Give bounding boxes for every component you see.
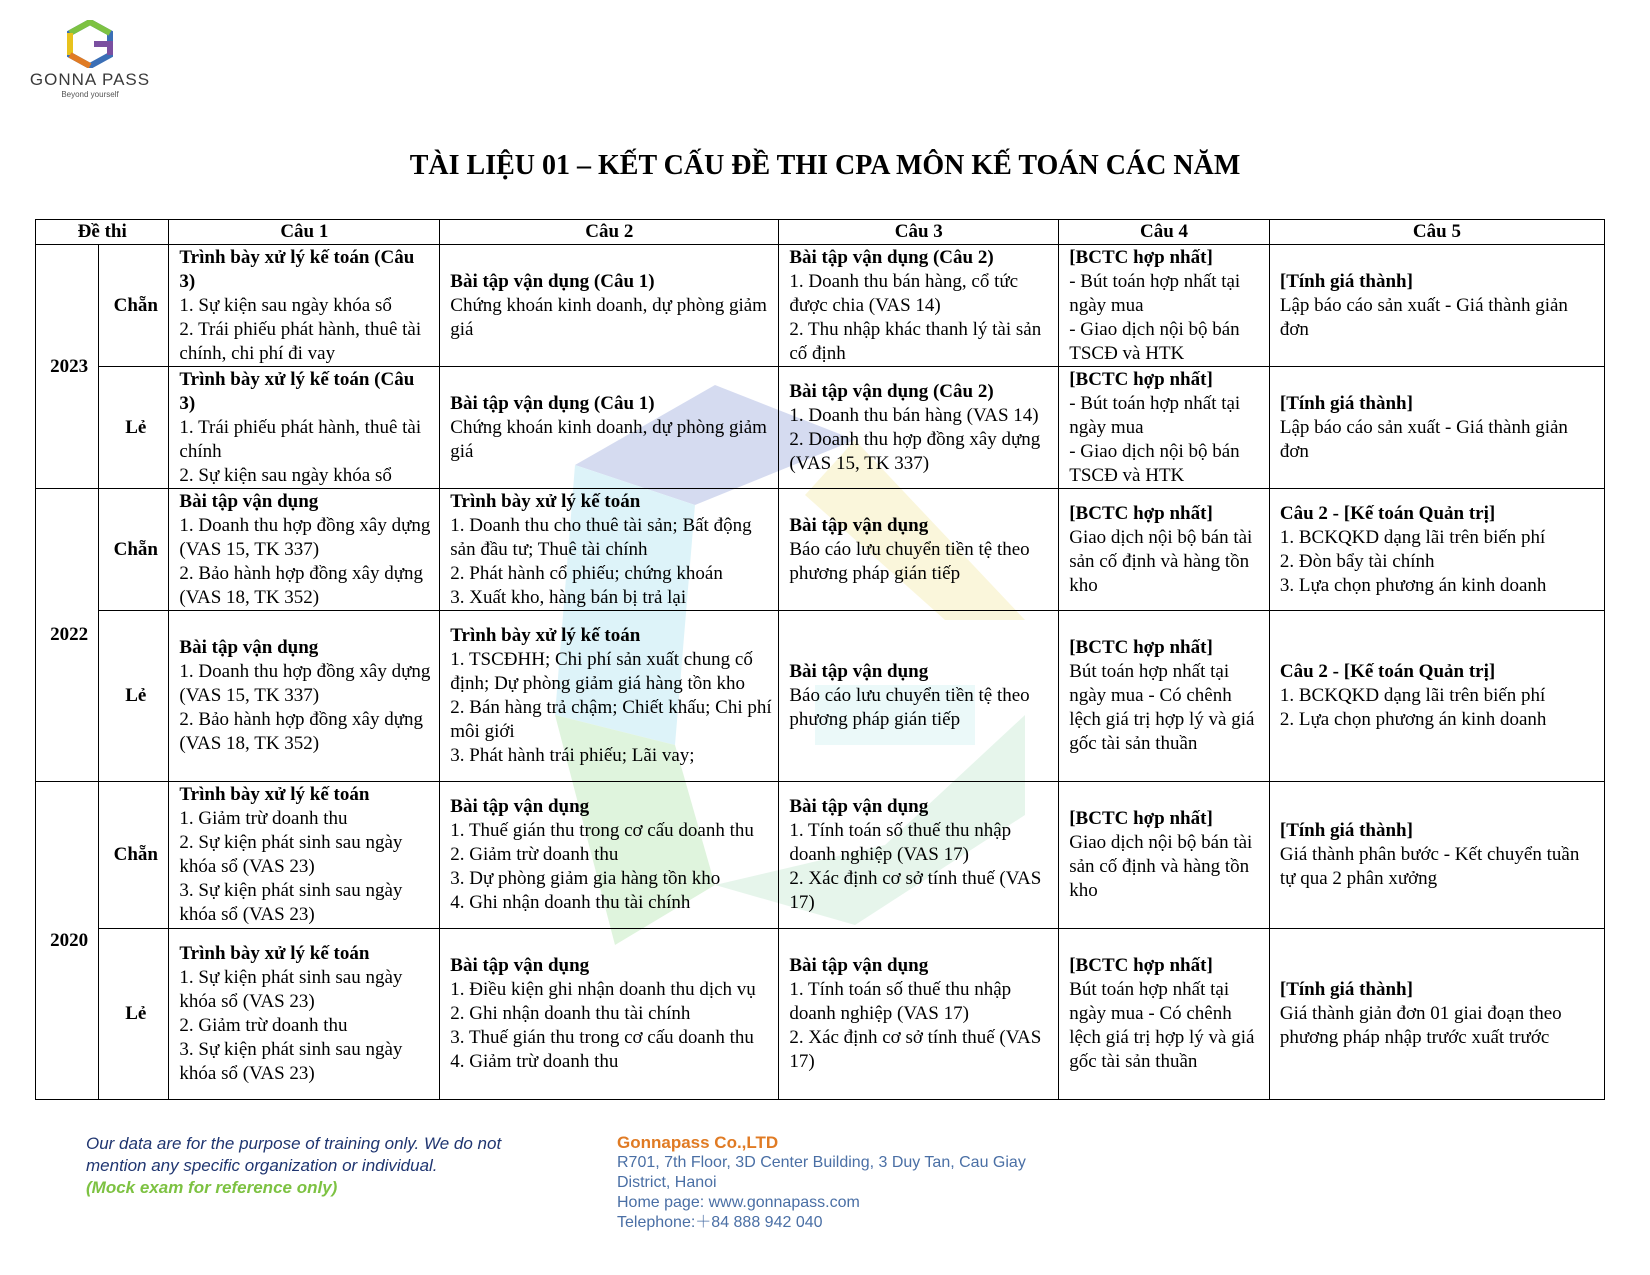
cell-title: [Tính giá thành] bbox=[1279, 820, 1413, 841]
table-cell bbox=[1059, 611, 1270, 782]
cell-line: 2. Giảm trừ doanh thu bbox=[179, 1015, 348, 1036]
table-cell bbox=[1059, 782, 1270, 929]
table-cell bbox=[440, 782, 779, 929]
exam-structure-table bbox=[35, 219, 1605, 1100]
cell-line: 1. Trái phiếu phát hành, thuê tài chính bbox=[179, 416, 422, 462]
cell-line: 2. Phát hành cổ phiếu; chứng khoán bbox=[450, 562, 723, 584]
cell-title: [BCTC hợp nhất] bbox=[1069, 808, 1213, 829]
table-cell bbox=[1269, 489, 1604, 611]
parity-cell: Chẵn bbox=[99, 245, 169, 367]
table-header-row bbox=[36, 220, 1605, 245]
cell-line: 2. Đòn bẩy tài chính bbox=[1279, 550, 1435, 572]
cell-title: [BCTC hợp nhất] bbox=[1069, 637, 1213, 658]
cell-line: 2. Lựa chọn phương án kinh doanh bbox=[1279, 709, 1547, 730]
cell-line: 4. Ghi nhận doanh thu tài chính bbox=[450, 892, 691, 913]
cell-line: 1. Doanh thu bán hàng, cổ tức được chia (VAS 14) bbox=[789, 270, 1019, 316]
cell-title: Bài tập vận dụng bbox=[450, 955, 590, 976]
parity-cell: Lẻ bbox=[99, 929, 169, 1100]
cell-line: 1. TSCĐHH; Chi phí sản xuất chung cố định; Dự phòng giảm giá hàng tồn kho bbox=[450, 649, 753, 694]
table-cell bbox=[779, 929, 1059, 1100]
table-cell bbox=[779, 367, 1059, 489]
parity-cell: Lẻ bbox=[99, 367, 169, 489]
company-logo bbox=[20, 20, 160, 100]
cell-line: 1. Doanh thu bán hàng (VAS 14) bbox=[789, 404, 1039, 426]
cell-line: 2. Thu nhập khác thanh lý tài sản cố định bbox=[789, 318, 1042, 364]
cell-title: [BCTC hợp nhất] bbox=[1069, 368, 1213, 390]
cell-title: Trình bày xử lý kế toán (Câu 3) bbox=[179, 368, 415, 414]
cell-line: 3. Sự kiện phát sinh sau ngày khóa sổ (VAS 23) bbox=[179, 1039, 403, 1084]
parity-cell: Chẵn bbox=[99, 782, 169, 929]
cell-line: 3. Xuất kho, hàng bán bị trả lại bbox=[450, 586, 687, 608]
cell-line: 2. Sự kiện phát sinh sau ngày khóa sổ (VAS 23) bbox=[179, 832, 403, 877]
company-homepage[interactable]: Home page: www.gonnapass.com bbox=[617, 1194, 860, 1211]
table-cell bbox=[440, 611, 779, 782]
cell-line: 4. Giảm trừ doanh thu bbox=[450, 1051, 619, 1072]
cell-title: [Tính giá thành] bbox=[1279, 979, 1413, 1000]
table-cell bbox=[169, 929, 440, 1100]
table-row bbox=[36, 929, 1605, 1100]
table-cell bbox=[779, 611, 1059, 782]
cell-line: 2. Giảm trừ doanh thu bbox=[450, 844, 619, 865]
table-cell bbox=[169, 782, 440, 929]
cell-line: 2. Xác định cơ sở tính thuế (VAS 17) bbox=[789, 868, 1042, 913]
cell-title: Bài tập vận dụng (Câu 1) bbox=[450, 270, 655, 292]
year-cell: 2023 bbox=[36, 245, 99, 489]
cell-line: 2. Bảo hành hợp đồng xây dựng (VAS 18, TK 352) bbox=[179, 709, 423, 754]
cell-line: 3. Phát hành trái phiếu; Lãi vay; bbox=[450, 745, 695, 766]
table-cell bbox=[440, 367, 779, 489]
table-cell bbox=[1269, 782, 1604, 929]
cell-line: 1. Sự kiện phát sinh sau ngày khóa sổ (VAS 23) bbox=[179, 967, 403, 1012]
year-cell: 2020 bbox=[36, 782, 99, 1100]
mock-exam-note: (Mock exam for reference only) bbox=[86, 1178, 338, 1197]
cell-title: Câu 2 - [Kế toán Quản trị] bbox=[1279, 502, 1496, 524]
cell-line: 3. Thuế gián thu trong cơ cấu doanh thu bbox=[450, 1027, 754, 1048]
table-cell bbox=[1059, 367, 1270, 489]
header-cau-4: Câu 4 bbox=[1059, 220, 1270, 245]
header-cau-1: Câu 1 bbox=[169, 220, 440, 245]
cell-title: Trình bày xử lý kế toán bbox=[179, 943, 370, 964]
cell-title: Bài tập vận dụng bbox=[789, 955, 929, 976]
cell-line: 2. Ghi nhận doanh thu tài chính bbox=[450, 1003, 691, 1024]
cell-line: 2. Doanh thu hợp đồng xây dựng (VAS 15, TK 337) bbox=[789, 428, 1041, 474]
year-cell: 2022 bbox=[36, 489, 99, 782]
header-cau-5: Câu 5 bbox=[1269, 220, 1604, 245]
cell-line: - Giao dịch nội bộ bán TSCĐ và HTK bbox=[1069, 440, 1240, 486]
table-cell bbox=[1269, 611, 1604, 782]
cell-title: [Tính giá thành] bbox=[1279, 270, 1413, 292]
cell-line: 1. Tính toán số thuế thu nhập doanh nghiệp (VAS 17) bbox=[789, 979, 1012, 1024]
cell-title: Trình bày xử lý kế toán bbox=[450, 625, 641, 646]
page-title: TÀI LIỆU 01 – KẾT CẤU ĐỀ THI CPA MÔN KẾ TOÁN CÁC NĂM bbox=[409, 150, 1241, 181]
cell-line: 3. Lựa chọn phương án kinh doanh bbox=[1279, 574, 1547, 596]
cell-line: Giá thành giản đơn 01 giai đoạn theo phương pháp nhập trước xuất trước bbox=[1279, 1003, 1562, 1048]
logo-name: GONNA PASS bbox=[29, 70, 151, 89]
cell-line: 1. BCKQKD dạng lãi trên biến phí bbox=[1279, 526, 1546, 548]
cell-line: 1. Doanh thu cho thuê tài sản; Bất động sản đầu tư; Thuê tài chính bbox=[450, 514, 752, 560]
table-row bbox=[36, 611, 1605, 782]
table-cell bbox=[169, 611, 440, 782]
table-row bbox=[36, 367, 1605, 489]
cell-title: Bài tập vận dụng bbox=[789, 796, 929, 817]
cell-title: [BCTC hợp nhất] bbox=[1069, 246, 1213, 268]
cell-line: - Giao dịch nội bộ bán TSCĐ và HTK bbox=[1069, 318, 1240, 364]
cell-line: - Bút toán hợp nhất tại ngày mua bbox=[1069, 392, 1241, 438]
cell-title: Bài tập vận dụng (Câu 1) bbox=[450, 392, 655, 414]
table-cell bbox=[440, 489, 779, 611]
cell-line: 2. Sự kiện sau ngày khóa sổ bbox=[179, 464, 392, 486]
table-cell bbox=[779, 782, 1059, 929]
logo-tagline: Beyond yourself bbox=[61, 90, 119, 99]
table-cell bbox=[1269, 929, 1604, 1100]
cell-line: 2. Trái phiếu phát hành, thuê tài chính, chi phí đi vay bbox=[179, 318, 422, 364]
header-cau-2: Câu 2 bbox=[440, 220, 779, 245]
cell-line: Giao dịch nội bộ bán tài sản cố định và hàng tồn kho bbox=[1069, 832, 1253, 901]
parity-cell: Lẻ bbox=[99, 611, 169, 782]
cell-title: Bài tập vận dụng bbox=[789, 661, 929, 682]
header-cau-3: Câu 3 bbox=[779, 220, 1059, 245]
cell-line: 1. Doanh thu hợp đồng xây dựng (VAS 15, TK 337) bbox=[179, 661, 431, 706]
cell-line: 2. Xác định cơ sở tính thuế (VAS 17) bbox=[789, 1027, 1042, 1072]
company-telephone: Telephone:＋84 888 942 040 bbox=[617, 1214, 823, 1231]
cell-line: 2. Bảo hành hợp đồng xây dựng (VAS 18, TK 352) bbox=[179, 562, 423, 608]
cell-line: Chứng khoán kinh doanh, dự phòng giảm giá bbox=[450, 294, 767, 340]
table-cell bbox=[1059, 489, 1270, 611]
cell-title: [Tính giá thành] bbox=[1279, 392, 1413, 414]
table-cell bbox=[779, 489, 1059, 611]
table-cell bbox=[1269, 367, 1604, 489]
cell-line: 1. Doanh thu hợp đồng xây dựng (VAS 15, TK 337) bbox=[179, 514, 431, 560]
cell-line: - Bút toán hợp nhất tại ngày mua bbox=[1069, 270, 1241, 316]
table-cell bbox=[779, 245, 1059, 367]
table-cell bbox=[1059, 929, 1270, 1100]
cell-line: Giá thành phân bước - Kết chuyển tuần tự qua 2 phân xưởng bbox=[1279, 844, 1580, 889]
cell-line: 1. Thuế gián thu trong cơ cấu doanh thu bbox=[450, 820, 754, 841]
table-row bbox=[36, 245, 1605, 367]
cell-title: Trình bày xử lý kế toán (Câu 3) bbox=[179, 246, 415, 292]
cell-line: Báo cáo lưu chuyển tiền tệ theo phương pháp gián tiếp bbox=[789, 685, 1030, 730]
table-cell bbox=[169, 245, 440, 367]
parity-cell: Chẵn bbox=[99, 489, 169, 611]
cell-line: 3. Sự kiện phát sinh sau ngày khóa sổ (VAS 23) bbox=[179, 880, 403, 925]
cell-title: Bài tập vận dụng (Câu 2) bbox=[789, 380, 994, 402]
cell-line: Lập báo cáo sản xuất - Giá thành giản đơn bbox=[1279, 416, 1568, 462]
cell-title: [BCTC hợp nhất] bbox=[1069, 955, 1213, 976]
table-cell bbox=[1269, 245, 1604, 367]
table-cell bbox=[440, 929, 779, 1100]
cell-title: Bài tập vận dụng bbox=[789, 514, 929, 536]
cell-line: Giao dịch nội bộ bán tài sản cố định và hàng tồn kho bbox=[1069, 526, 1253, 596]
cell-line: Lập báo cáo sản xuất - Giá thành giản đơn bbox=[1279, 294, 1568, 340]
company-address: R701, 7th Floor, 3D Center Building, 3 Duy Tan, Cau Giay District, Hanoi bbox=[617, 1154, 1026, 1191]
table-row bbox=[36, 489, 1605, 611]
header-de-thi: Đề thi bbox=[36, 220, 169, 245]
company-info bbox=[617, 1133, 1037, 1233]
cell-line: 1. Giảm trừ doanh thu bbox=[179, 808, 348, 829]
cell-title: Trình bày xử lý kế toán bbox=[179, 784, 370, 805]
cell-title: Câu 2 - [Kế toán Quản trị] bbox=[1279, 661, 1496, 682]
cell-title: Trình bày xử lý kế toán bbox=[450, 490, 641, 512]
disclaimer-note bbox=[86, 1133, 566, 1199]
cell-line: 1. Tính toán số thuế thu nhập doanh nghiệp (VAS 17) bbox=[789, 820, 1012, 865]
cell-title: Bài tập vận dụng bbox=[450, 796, 590, 817]
disclaimer-text: Our data are for the purpose of training only. We do not mention any specific organization or individual. bbox=[86, 1134, 502, 1175]
cell-line: 3. Dự phòng giảm gia hàng tồn kho bbox=[450, 868, 721, 889]
table-cell bbox=[1059, 245, 1270, 367]
table-cell bbox=[169, 367, 440, 489]
cell-title: Bài tập vận dụng (Câu 2) bbox=[789, 246, 994, 268]
cell-title: Bài tập vận dụng bbox=[179, 637, 319, 658]
cell-line: 1. BCKQKD dạng lãi trên biến phí bbox=[1279, 685, 1546, 706]
table-row bbox=[36, 782, 1605, 929]
cell-line: Chứng khoán kinh doanh, dự phòng giảm giá bbox=[450, 416, 767, 462]
cell-line: 1. Sự kiện sau ngày khóa sổ bbox=[179, 294, 392, 316]
cell-line: Báo cáo lưu chuyển tiền tệ theo phương pháp gián tiếp bbox=[789, 538, 1030, 584]
cell-line: 1. Điều kiện ghi nhận doanh thu dịch vụ bbox=[450, 979, 756, 1000]
table-cell bbox=[169, 489, 440, 611]
cell-title: [BCTC hợp nhất] bbox=[1069, 502, 1213, 524]
gonnapass-logo-icon bbox=[67, 20, 113, 68]
table-cell bbox=[440, 245, 779, 367]
cell-line: 2. Bán hàng trả chậm; Chiết khấu; Chi phí môi giới bbox=[450, 697, 772, 742]
company-name: Gonnapass Co.,LTD bbox=[617, 1133, 779, 1152]
cell-line: Bút toán hợp nhất tại ngày mua - Có chênh lệch giá trị hợp lý và giá gốc tài sản thuần bbox=[1069, 979, 1255, 1072]
cell-title: Bài tập vận dụng bbox=[179, 490, 319, 512]
cell-line: Bút toán hợp nhất tại ngày mua - Có chênh lệch giá trị hợp lý và giá gốc tài sản thuần bbox=[1069, 661, 1255, 754]
